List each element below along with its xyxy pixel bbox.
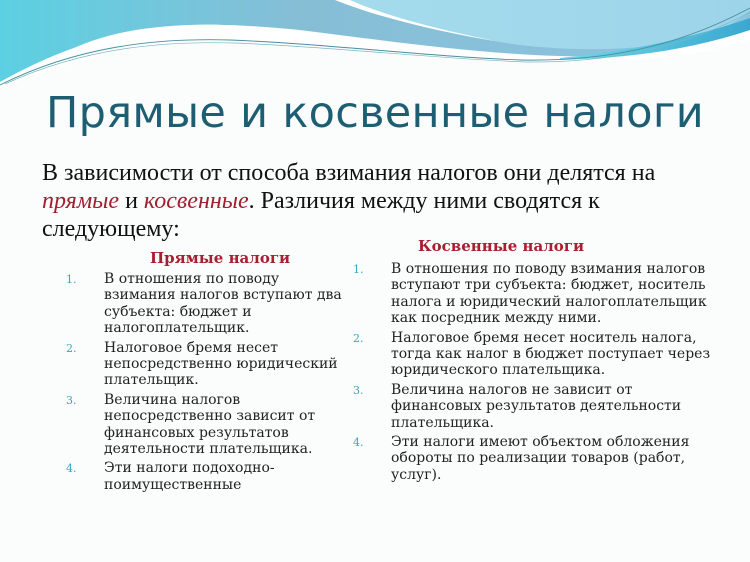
indirect-taxes-heading: Косвенные налоги [418,237,585,255]
slide-title: Прямые и косвенные налоги [46,88,704,138]
list-number: 4. [353,436,364,450]
list-item-text: Налоговое бремя несет носитель налога, тогда как налог в бюджет поступает через юридического плательщика. [391,329,711,379]
list-item [66,460,344,493]
indirect-taxes-list [353,261,721,486]
list-item-text: Эти налоги подоходно-поимущественные [104,460,275,493]
list-number: 1. [66,273,77,286]
list-item [353,261,721,327]
intro-text-2: и [119,188,144,214]
list-item [66,271,344,337]
intro-paragraph [42,159,722,243]
list-item [353,434,721,483]
list-number: 2. [353,331,364,345]
decorative-wave-header [0,0,750,90]
term-direct: прямые [42,188,120,214]
list-item [353,329,721,379]
list-item [353,381,721,431]
list-item [66,391,344,458]
list-number: 2. [66,341,77,355]
list-number: 3. [66,393,77,407]
list-item [66,339,344,389]
list-number: 3. [353,383,364,397]
direct-taxes-heading: Прямые налоги [150,249,291,267]
list-item-text: Налоговое бремя несет непосредственно юридический плательщик. [104,339,338,389]
list-item-text: Величина налогов непосредственно зависит от финансовых результатов деятельности плательщика. [104,391,316,458]
intro-text-1: В зависимости от способа взимания налогов они делятся на [42,160,656,186]
intro-text-3: . Различия между ними сводятся к следующему: [42,188,600,242]
list-item-text: В отношения по поводу взимания налогов вступают два субъекта: бюджет и налогоплательщик. [104,271,342,337]
list-number: 4. [66,462,77,476]
list-number: 1. [353,263,364,276]
list-item-text: В отношения по поводу взимания налогов вступают три субъекта: бюджет, носитель налога и юридический налогоплательщик как посредник между ними. [391,261,707,327]
term-indirect: косвенные [143,188,249,214]
list-item-text: Эти налоги имеют объектом обложения обороты по реализации товаров (работ, услуг). [391,434,690,483]
direct-taxes-list [66,271,344,496]
list-item-text: Величина налогов не зависит от финансовых результатов деятельности плательщика. [391,381,682,431]
